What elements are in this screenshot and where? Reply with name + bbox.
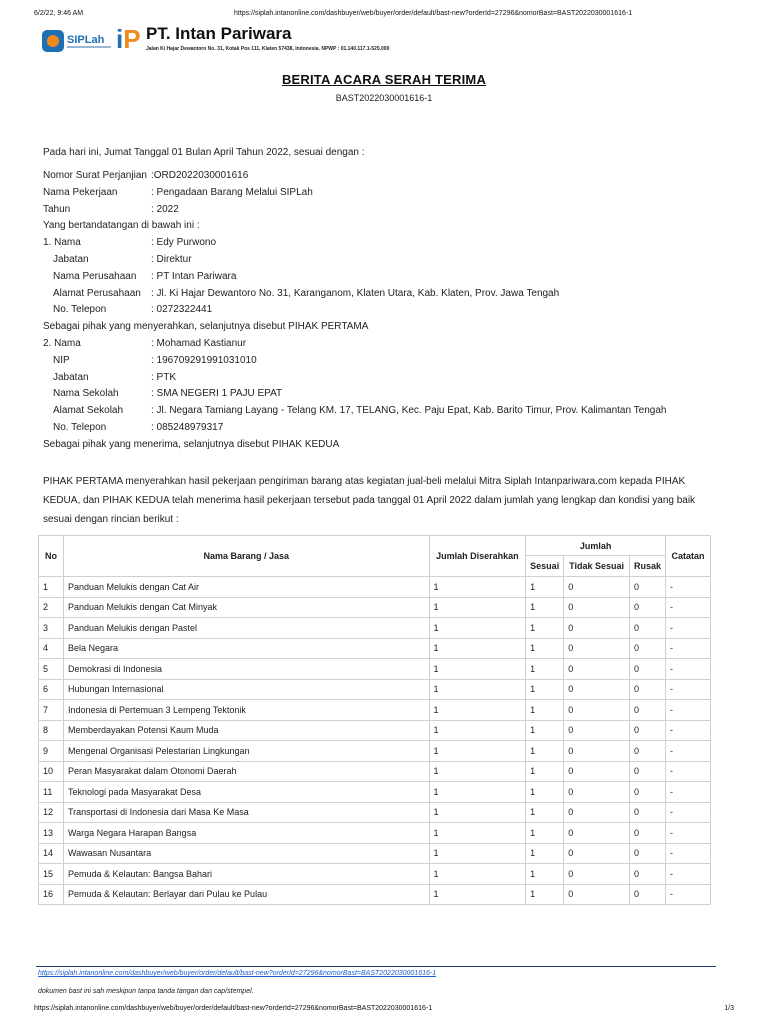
cell-rusak: 0 [629,597,665,618]
cell-no: 8 [39,720,64,741]
handover-paragraph: PIHAK PERTAMA menyerahkan hasil pekerjaan pengiriman barang atas kegiatan jual-beli melalui Mitra Siplah Intanpariwara.com kepada PIHAK KEDUA, dan PIHAK KEDUA telah menerima hasil pekerjaan tersebut pada tanggal 01 April 2022 dalam jumlah yang lengkap dan kondisi yang baik sesuai dengan rincian berikut : [43,476,696,525]
cell-rusak: 0 [629,720,665,741]
siplah-logo-text: SIPLah [67,34,105,46]
cell-delivered: 1 [429,618,526,639]
table-row [39,864,711,885]
field-label: Nama Pekerjaan [43,186,118,198]
cell-delivered: 1 [429,679,526,700]
field-value: : 196709291991031010 [151,354,257,366]
cell-no: 16 [39,884,64,905]
page-number: 1/3 [724,1005,734,1012]
cell-rusak: 0 [629,700,665,721]
cell-delivered: 1 [429,884,526,905]
cell-item-name: Hubungan Internasional [63,679,429,700]
field-value: :ORD2022030001616 [151,170,249,181]
cell-catatan: - [665,720,710,741]
cell-catatan: - [665,659,710,680]
col-header-no: No [39,536,64,577]
table-row [39,597,711,618]
cell-item-name: Bela Negara [63,638,429,659]
cell-sesuai: 1 [526,679,564,700]
field-value: : Jl. Ki Hajar Dewantoro No. 31, Karanganom, Klaten Utara, Kab. Klaten, Prov. Jawa Tengah [151,287,560,299]
field-statement: Sebagai pihak yang menyerahkan, selanjutnya disebut PIHAK PERTAMA [43,321,369,333]
cell-no: 10 [39,761,64,782]
field-value: : 0272322441 [151,304,213,316]
table-row [39,720,711,741]
cell-sesuai: 1 [526,843,564,864]
cell-catatan: - [665,761,710,782]
cell-catatan: - [665,597,710,618]
table-row [39,741,711,762]
cell-rusak: 0 [629,577,665,598]
field-label: Jabatan [53,253,89,265]
cell-delivered: 1 [429,843,526,864]
cell-rusak: 0 [629,761,665,782]
col-header-sesuai: Sesuai [526,556,564,577]
siplah-badge-icon [42,30,64,52]
cell-tidak-sesuai: 0 [564,884,630,905]
cell-rusak: 0 [629,823,665,844]
field-row [43,302,733,319]
cell-no: 11 [39,782,64,803]
cell-catatan: - [665,843,710,864]
cell-rusak: 0 [629,659,665,680]
cell-tidak-sesuai: 0 [564,741,630,762]
field-row [43,437,733,454]
field-value: : Jl. Negara Tamiang Layang - Telang KM. 17, TELANG, Kec. Paju Epat, Kab. Barito Timur, Prov. Kalimantan Tengah [151,405,667,417]
field-label: No. Telepon [53,304,107,316]
col-header-delivered: Jumlah Diserahkan [429,536,526,577]
party-fields [43,168,733,454]
field-value: : PTK [151,371,177,383]
field-row [43,353,733,370]
cell-sesuai: 1 [526,700,564,721]
field-row [43,168,733,185]
field-label: Nama Sekolah [53,388,119,400]
cell-tidak-sesuai: 0 [564,761,630,782]
cell-sesuai: 1 [526,638,564,659]
col-header-jumlah: Jumlah [526,536,666,556]
cell-item-name: Warga Negara Harapan Bangsa [63,823,429,844]
cell-tidak-sesuai: 0 [564,638,630,659]
cell-rusak: 0 [629,679,665,700]
field-row [43,202,733,219]
cell-sesuai: 1 [526,597,564,618]
cell-item-name: Panduan Melukis dengan Pastel [63,618,429,639]
field-row [43,403,733,420]
field-row [43,269,733,286]
print-datetime: 6/2/22, 9:46 AM [34,10,84,17]
col-header-catatan: Catatan [665,536,710,577]
table-row [39,802,711,823]
cell-catatan: - [665,802,710,823]
cell-tidak-sesuai: 0 [564,700,630,721]
cell-rusak: 0 [629,782,665,803]
cell-sesuai: 1 [526,659,564,680]
cell-delivered: 1 [429,700,526,721]
document-title: BERITA ACARA SERAH TERIMA [281,72,487,87]
cell-sesuai: 1 [526,782,564,803]
cell-no: 2 [39,597,64,618]
field-label: NIP [53,354,70,366]
field-label: Alamat Perusahaan [53,287,141,299]
intan-pariwara-logo-icon: iP [116,24,141,54]
table-row [39,659,711,680]
items-table [38,535,711,905]
cell-tidak-sesuai: 0 [564,659,630,680]
cell-sesuai: 1 [526,741,564,762]
table-row [39,782,711,803]
cell-no: 15 [39,864,64,885]
cell-item-name: Demokrasi di Indonesia [63,659,429,680]
table-row [39,577,711,598]
cell-item-name: Peran Masyarakat dalam Otonomi Daerah [63,761,429,782]
cell-tidak-sesuai: 0 [564,823,630,844]
document-title-block [0,72,768,103]
field-label: Jabatan [53,371,89,383]
cell-no: 7 [39,700,64,721]
col-header-tidak-sesuai: Tidak Sesuai [564,556,630,577]
siplah-tagline-line [67,46,111,48]
table-row [39,638,711,659]
field-statement: Sebagai pihak yang menerima, selanjutnya disebut PIHAK KEDUA [43,438,340,450]
siplah-logo [42,30,114,52]
cell-catatan: - [665,577,710,598]
cell-rusak: 0 [629,741,665,762]
cell-sesuai: 1 [526,823,564,844]
table-row [39,823,711,844]
cell-sesuai: 1 [526,864,564,885]
field-label: 2. Nama [43,337,81,349]
field-label: Tahun [43,203,71,215]
cell-tidak-sesuai: 0 [564,720,630,741]
field-value: : SMA NEGERI 1 PAJU EPAT [151,388,283,400]
cell-tidak-sesuai: 0 [564,782,630,803]
cell-no: 13 [39,823,64,844]
cell-delivered: 1 [429,577,526,598]
cell-tidak-sesuai: 0 [564,618,630,639]
table-row [39,618,711,639]
field-value: : Edy Purwono [151,237,217,249]
cell-no: 4 [39,638,64,659]
cell-delivered: 1 [429,761,526,782]
footer-bast-link[interactable]: https://siplah.intanonline.com/dashbuyer/web/buyer/order/default/bast-new?orderId=27296&nomorBast=BAST2022030001616-1 [38,970,437,977]
table-row [39,761,711,782]
letterhead [42,24,742,58]
table-row [39,843,711,864]
cell-delivered: 1 [429,782,526,803]
field-row [43,286,733,303]
cell-item-name: Pemuda & Kelautan: Berlayar dari Pulau ke Pulau [63,884,429,905]
cell-tidak-sesuai: 0 [564,802,630,823]
print-url: https://siplah.intanonline.com/dashbuyer/web/buyer/order/default/bast-new?orderId=27296&nomorBast=BAST2022030001616-1 [234,10,633,17]
table-row [39,679,711,700]
cell-item-name: Panduan Melukis dengan Cat Minyak [63,597,429,618]
cell-sesuai: 1 [526,577,564,598]
cell-no: 9 [39,741,64,762]
field-value: : 085248979317 [151,421,224,433]
cell-catatan: - [665,638,710,659]
document-intro: Pada hari ini, Jumat Tanggal 01 Bulan April Tahun 2022, sesuai dengan : [43,147,365,158]
field-label: No. Telepon [53,421,107,433]
cell-sesuai: 1 [526,720,564,741]
cell-item-name: Teknologi pada Masyarakat Desa [63,782,429,803]
print-footer-url: https://siplah.intanonline.com/dashbuyer/web/buyer/order/default/bast-new?orderId=27296&nomorBast=BAST2022030001616-1 [34,1005,433,1012]
table-row [39,884,711,905]
col-header-name: Nama Barang / Jasa [63,536,429,577]
cell-catatan: - [665,618,710,639]
cell-item-name: Memberdayakan Potensi Kaum Muda [63,720,429,741]
cell-catatan: - [665,700,710,721]
cell-item-name: Wawasan Nusantara [63,843,429,864]
field-row [43,185,733,202]
print-footer [34,1005,734,1012]
field-row [43,420,733,437]
cell-catatan: - [665,864,710,885]
cell-rusak: 0 [629,618,665,639]
field-value: : PT Intan Pariwara [151,270,237,282]
field-row [43,386,733,403]
field-row [43,218,733,235]
table-row [39,700,711,721]
cell-catatan: - [665,823,710,844]
cell-rusak: 0 [629,638,665,659]
cell-rusak: 0 [629,802,665,823]
cell-item-name: Pemuda & Kelautan: Bangsa Bahari [63,864,429,885]
cell-tidak-sesuai: 0 [564,864,630,885]
col-header-rusak: Rusak [629,556,665,577]
company-name: PT. Intan Pariwara [146,24,292,43]
cell-delivered: 1 [429,638,526,659]
cell-catatan: - [665,884,710,905]
cell-item-name: Panduan Melukis dengan Cat Air [63,577,429,598]
company-address: Jalan Ki Hajar Dewantoro No. 31, Kotak Pos 111, Klaten 57438, Indonesia. NPWP : 01.140.117.1-525.000 [146,46,390,52]
cell-rusak: 0 [629,864,665,885]
cell-no: 1 [39,577,64,598]
cell-rusak: 0 [629,843,665,864]
cell-rusak: 0 [629,884,665,905]
items-table-body [39,577,711,905]
cell-sesuai: 1 [526,884,564,905]
field-label: Nama Perusahaan [53,270,137,282]
cell-delivered: 1 [429,802,526,823]
cell-sesuai: 1 [526,618,564,639]
print-header [34,10,734,20]
field-row [43,370,733,387]
cell-item-name: Mengenal Organisasi Pelestarian Lingkungan [63,741,429,762]
cell-delivered: 1 [429,597,526,618]
field-row [43,235,733,252]
cell-catatan: - [665,782,710,803]
cell-tidak-sesuai: 0 [564,843,630,864]
field-row [43,336,733,353]
field-value: : 2022 [151,203,179,215]
cell-delivered: 1 [429,659,526,680]
cell-tidak-sesuai: 0 [564,597,630,618]
cell-item-name: Indonesia di Pertemuan 3 Lempeng Tektonik [63,700,429,721]
footer-divider [36,966,716,967]
cell-catatan: - [665,741,710,762]
cell-tidak-sesuai: 0 [564,679,630,700]
cell-no: 6 [39,679,64,700]
cell-delivered: 1 [429,823,526,844]
cell-no: 5 [39,659,64,680]
field-row [43,252,733,269]
cell-delivered: 1 [429,741,526,762]
document-number: BAST2022030001616-1 [335,93,433,103]
field-label: Alamat Sekolah [53,405,124,417]
cell-tidak-sesuai: 0 [564,577,630,598]
cell-sesuai: 1 [526,761,564,782]
footer-validity-note: dokumen bast ini sah meskipun tanpa tanda tangan dan cap/stempel. [38,988,254,995]
field-value: : Direktur [151,253,192,265]
cell-no: 3 [39,618,64,639]
cell-no: 12 [39,802,64,823]
field-value: : Mohamad Kastianur [151,337,247,349]
field-row [43,319,733,336]
cell-catatan: - [665,679,710,700]
field-value: : Pengadaan Barang Melalui SIPLah [151,186,313,198]
cell-sesuai: 1 [526,802,564,823]
field-label: Nomor Surat Perjanjian [43,170,147,181]
cell-item-name: Transportasi di Indonesia dari Masa Ke Masa [63,802,429,823]
field-label: 1. Nama [43,237,81,249]
field-statement: Yang bertandatangan di bawah ini : [43,220,200,232]
cell-delivered: 1 [429,864,526,885]
cell-delivered: 1 [429,720,526,741]
cell-no: 14 [39,843,64,864]
company-info [146,24,389,52]
